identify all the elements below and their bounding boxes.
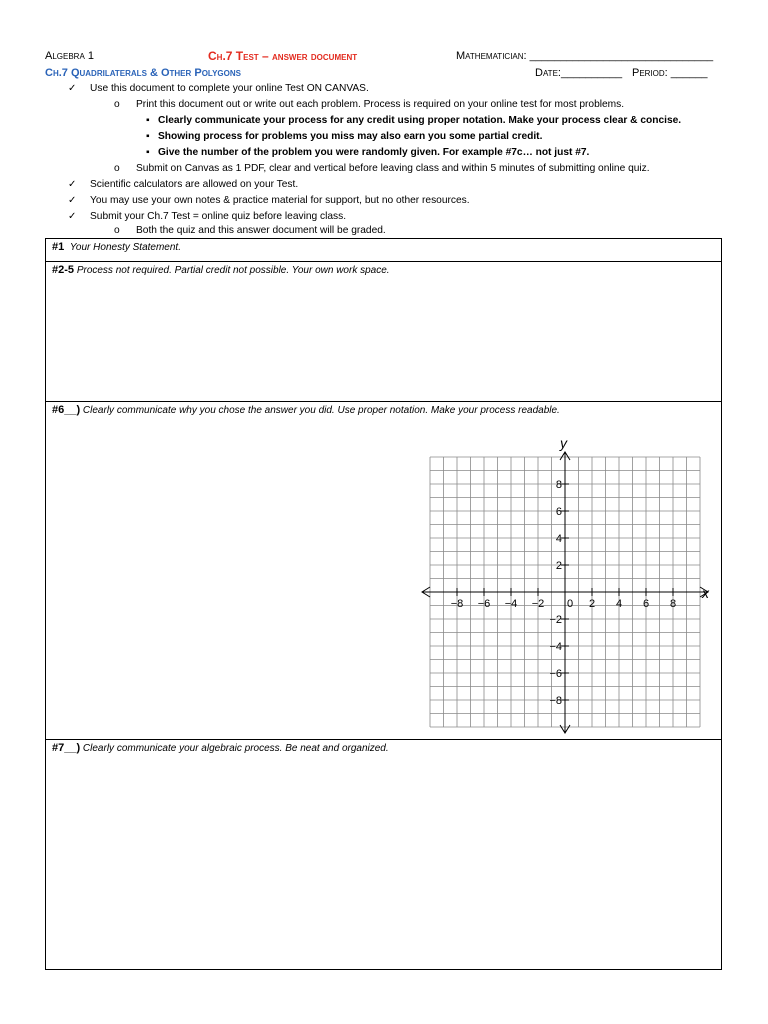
answer-box-7[interactable] (45, 739, 722, 970)
problem-prompt: Clearly communicate your algebraic process. Be neat and organized. (82, 743, 389, 754)
x-tick-label: 4 (615, 598, 623, 610)
problem-prompt: Clearly communicate why you chose the answer you did. Use proper notation. Make your process readable. (82, 405, 560, 416)
x-axis-label: x (702, 585, 709, 601)
y-tick-label: −6 (549, 668, 562, 680)
x-tick-label: −4 (504, 598, 518, 610)
problem-number: #2-5 (52, 264, 75, 276)
x-tick-label: −8 (450, 598, 464, 610)
origin-label: 0 (567, 598, 574, 610)
date-field[interactable]: Date:__________ (535, 67, 623, 79)
instruction-item: ✓ You may use your own notes & practice material for support, but no other resources. (68, 195, 470, 206)
y-tick-label: −8 (549, 695, 562, 707)
instruction-item: ✓ Submit your Ch.7 Test = online quiz before leaving class. (68, 211, 347, 222)
y-tick-label: −2 (549, 614, 562, 626)
instruction-item: ▪ Give the number of the problem you were randomly given. For example #7c… not just #7. (146, 147, 590, 158)
x-tick-label: 8 (669, 598, 677, 610)
instruction-item: ▪ Showing process for problems you miss may also earn you some partial credit. (146, 131, 543, 142)
y-tick-label: 6 (555, 506, 562, 518)
problem-prompt: Process not required. Partial credit not possible. Your own work space. (76, 265, 390, 276)
coordinate-grid[interactable] (420, 430, 720, 735)
instruction-item: ✓ Use this document to complete your online Test ON CANVAS. (68, 83, 369, 94)
instruction-item: ▪ Clearly communicate your process for any credit using proper notation. Make your process clear & concise. (146, 115, 682, 126)
instruction-item: o Submit on Canvas as 1 PDF, clear and vertical before leaving class and within 5 minutes of submitting online quiz. (114, 163, 650, 174)
problem-number: #7__) (52, 742, 81, 754)
course-name: Algebra 1 (45, 50, 94, 62)
y-tick-label: −4 (549, 641, 562, 653)
y-axis-label: y (560, 435, 567, 451)
problem-number: #1 (52, 241, 65, 253)
instruction-item: ✓ Scientific calculators are allowed on your Test. (68, 179, 299, 190)
y-tick-label: 8 (555, 479, 562, 491)
axes (422, 452, 708, 733)
x-tick-label: −6 (477, 598, 491, 610)
instruction-item: o Print this document out or write out each problem. Process is required on your online test for most problems. (114, 99, 625, 110)
chapter-title: Ch.7 Quadrilaterals & Other Polygons (45, 67, 241, 79)
answer-box-1[interactable] (45, 238, 722, 262)
document-title: Ch.7 Test – answer document (208, 49, 358, 63)
y-tick-label: 4 (555, 533, 562, 545)
x-tick-label: 6 (642, 598, 650, 610)
y-tick-label: 2 (555, 560, 562, 572)
period-field[interactable]: Period: ______ (632, 67, 708, 79)
mathematician-field[interactable]: Mathematician: ______________________________ (456, 50, 714, 62)
x-tick-label: 2 (588, 598, 596, 610)
answer-box-2-5[interactable] (45, 261, 722, 402)
problem-prompt: Your Honesty Statement. (69, 242, 181, 253)
x-tick-label: −2 (531, 598, 545, 610)
problem-number: #6__) (52, 404, 81, 416)
instruction-item: o Both the quiz and this answer document will be graded. (114, 225, 386, 236)
